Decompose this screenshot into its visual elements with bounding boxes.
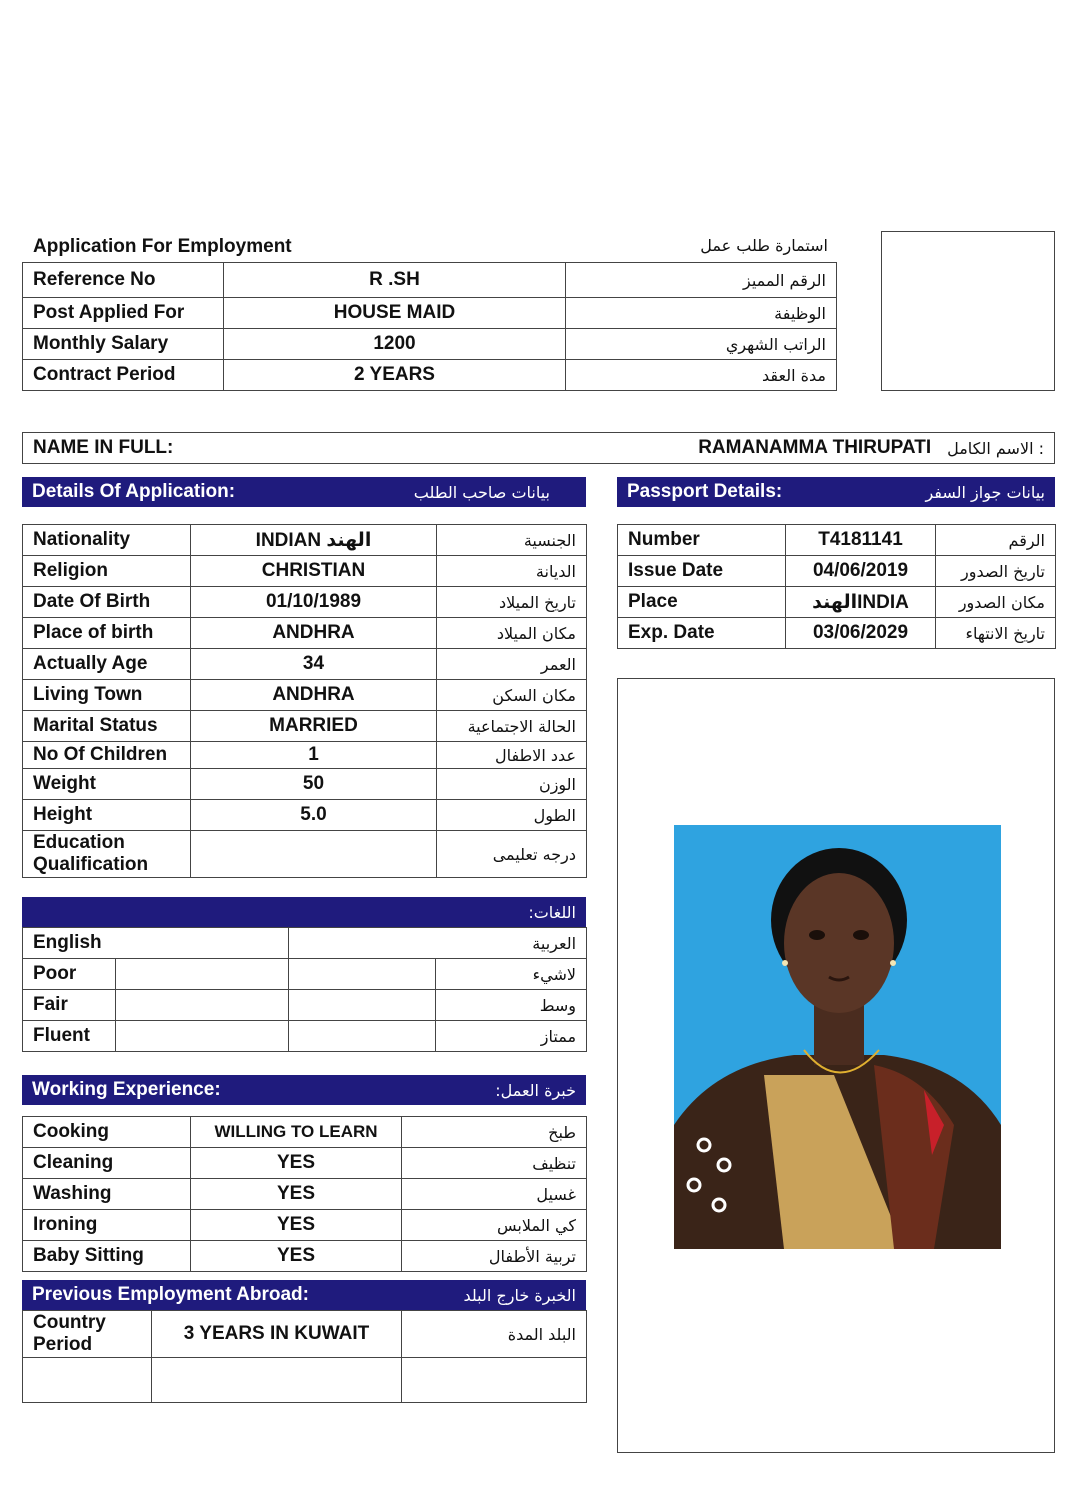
row-value: YES <box>191 1179 402 1210</box>
row-label-ar: مكان الميلاد <box>437 618 587 649</box>
table-row <box>23 831 587 878</box>
table-row <box>23 680 587 711</box>
row-label: Cooking <box>23 1117 191 1148</box>
row-label-ar: مدة العقد <box>566 360 837 391</box>
row-label-ar: الوظيفة <box>566 298 837 329</box>
experience-title: Working Experience: <box>32 1079 221 1100</box>
name-label-ar: : الاسم الكامل <box>947 438 1044 458</box>
row-label-ar: الراتب الشهري <box>566 329 837 360</box>
row-label: Monthly Salary <box>23 329 224 360</box>
table-row <box>23 1148 587 1179</box>
table-row <box>23 800 587 831</box>
table-row <box>618 525 1056 556</box>
passport-title: Passport Details: <box>627 481 783 502</box>
table-row <box>23 298 837 329</box>
experience-title-ar: خبرة العمل: <box>495 1080 576 1100</box>
row-value: 2 YEARS <box>224 360 566 391</box>
table-row <box>23 1179 587 1210</box>
row-label: Religion <box>23 556 191 587</box>
row-label-ar: طبخ <box>402 1117 587 1148</box>
row-label: Poor <box>23 959 116 990</box>
table-row <box>23 556 587 587</box>
row-label-ar: عدد الاطفال <box>437 742 587 769</box>
row-label-ar: ممتاز <box>436 1021 587 1052</box>
name-label: NAME IN FULL: <box>33 437 174 458</box>
row-label-ar: الوزن <box>437 769 587 800</box>
row-value: 01/10/1989 <box>191 587 437 618</box>
row-label: Number <box>618 525 786 556</box>
experience-table <box>22 1116 587 1272</box>
table-row <box>618 587 1056 618</box>
row-value: YES <box>191 1148 402 1179</box>
details-header <box>22 477 586 507</box>
row-label-ar: تاريخ الانتهاء <box>936 618 1056 649</box>
row-label-ar: الرقم <box>936 525 1056 556</box>
previous-title-ar: الخبرة خارج البلد <box>463 1285 576 1305</box>
table-row <box>23 329 837 360</box>
previous-header <box>22 1280 586 1310</box>
row-value: 04/06/2019 <box>786 556 936 587</box>
languages-table <box>22 927 587 1052</box>
row-label-ar: تنظيف <box>402 1148 587 1179</box>
table-row <box>618 618 1056 649</box>
row-label: Ironing <box>23 1210 191 1241</box>
row-value: MARRIED <box>191 711 437 742</box>
name-value: RAMANAMMA THIRUPATI <box>698 437 932 458</box>
row-label-ar: العمر <box>437 649 587 680</box>
row-value: T4181141 <box>786 525 936 556</box>
name-row <box>22 432 1055 464</box>
table-row <box>23 959 587 990</box>
experience-header <box>22 1075 586 1105</box>
details-title: Details Of Application: <box>32 481 236 502</box>
row-label-ar: تربية الأطفال <box>402 1241 587 1272</box>
row-value: ANDHRA <box>191 680 437 711</box>
form-title: Application For Employment <box>33 236 292 257</box>
row-label-ar: كي الملابس <box>402 1210 587 1241</box>
row-value: 5.0 <box>191 800 437 831</box>
row-label: Living Town <box>23 680 191 711</box>
details-table <box>22 524 587 878</box>
row-label: Reference No <box>23 263 224 298</box>
row-value: YES <box>191 1210 402 1241</box>
passport-title-ar: بيانات جواز السفر <box>925 482 1045 502</box>
row-label-ar: الطول <box>437 800 587 831</box>
row-value: 50 <box>191 769 437 800</box>
row-label: Nationality <box>23 525 191 556</box>
row-label-ar: الحالة الاجتماعية <box>437 711 587 742</box>
row-label-ar: الديانة <box>437 556 587 587</box>
row-value: CHRISTIAN <box>191 556 437 587</box>
row-value: الهندINDIA <box>786 587 936 618</box>
row-value: ANDHRA <box>191 618 437 649</box>
portrait-illustration <box>674 825 1001 1249</box>
education-value <box>191 831 437 878</box>
row-label-ar: لاشيء <box>436 959 587 990</box>
education-label-ar: درجه تعليمى <box>437 831 587 878</box>
row-label-ar: وسط <box>436 990 587 1021</box>
row-label: Marital Status <box>23 711 191 742</box>
row-label-ar: مكان السكن <box>437 680 587 711</box>
table-row <box>23 1311 587 1358</box>
row-value: 1200 <box>224 329 566 360</box>
row-label: Place <box>618 587 786 618</box>
languages-title-ar: اللغات: <box>528 902 576 922</box>
details-title-ar: بيانات صاحب الطلب <box>413 482 550 502</box>
row-label: Height <box>23 800 191 831</box>
table-row <box>23 769 587 800</box>
table-row <box>23 711 587 742</box>
stamp-box <box>881 231 1055 391</box>
row-value: WILLING TO LEARN <box>191 1117 402 1148</box>
previous-table <box>22 1310 587 1403</box>
row-value: R .SH <box>224 263 566 298</box>
previous-title: Previous Employment Abroad: <box>32 1284 309 1305</box>
row-label: Contract Period <box>23 360 224 391</box>
table-row <box>23 618 587 649</box>
table-row <box>23 360 837 391</box>
row-value: 1 <box>191 742 437 769</box>
table-row <box>23 1241 587 1272</box>
table-row <box>23 1210 587 1241</box>
row-label: Exp. Date <box>618 618 786 649</box>
languages-header <box>22 897 586 927</box>
row-label: No Of Children <box>23 742 191 769</box>
row-value: INDIAN الهند <box>191 525 437 556</box>
arabic-label-ar: العربية <box>289 928 587 959</box>
english-label: English <box>23 928 289 959</box>
row-label-ar: غسيل <box>402 1179 587 1210</box>
row-label-ar: مكان الصدور <box>936 587 1056 618</box>
row-label: Fair <box>23 990 116 1021</box>
row-label-ar: تاريخ الميلاد <box>437 587 587 618</box>
row-label: Post Applied For <box>23 298 224 329</box>
country-period-ar: البلد المدة <box>402 1311 587 1358</box>
table-row <box>23 1117 587 1148</box>
table-row <box>23 525 587 556</box>
passport-header <box>617 477 1055 507</box>
table-row <box>23 990 587 1021</box>
row-label: Weight <box>23 769 191 800</box>
table-row <box>23 649 587 680</box>
table-row <box>23 742 587 769</box>
table-row <box>618 556 1056 587</box>
row-label: Date Of Birth <box>23 587 191 618</box>
row-label: Actually Age <box>23 649 191 680</box>
table-row <box>23 1021 587 1052</box>
country-period-label: Country Period <box>23 1311 152 1358</box>
passport-table <box>617 524 1056 649</box>
row-label: Place of birth <box>23 618 191 649</box>
row-label-ar: الرقم المميز <box>566 263 837 298</box>
country-period-value: 3 YEARS IN KUWAIT <box>152 1311 402 1358</box>
row-label: Washing <box>23 1179 191 1210</box>
table-row <box>23 587 587 618</box>
top-table <box>22 262 837 391</box>
education-label: Education Qualification <box>23 831 191 878</box>
table-row <box>23 263 837 298</box>
row-value: 03/06/2029 <box>786 618 936 649</box>
row-label-ar: الجنسية <box>437 525 587 556</box>
applicant-photo <box>674 825 1001 1249</box>
table-row <box>23 928 587 959</box>
row-value: 34 <box>191 649 437 680</box>
row-value: YES <box>191 1241 402 1272</box>
row-value: HOUSE MAID <box>224 298 566 329</box>
row-label: Baby Sitting <box>23 1241 191 1272</box>
table-row <box>23 1358 587 1403</box>
row-label: Issue Date <box>618 556 786 587</box>
row-label-ar: تاريخ الصدور <box>936 556 1056 587</box>
row-label: Fluent <box>23 1021 116 1052</box>
row-label: Cleaning <box>23 1148 191 1179</box>
form-title-ar: استمارة طلب عمل <box>700 236 828 255</box>
